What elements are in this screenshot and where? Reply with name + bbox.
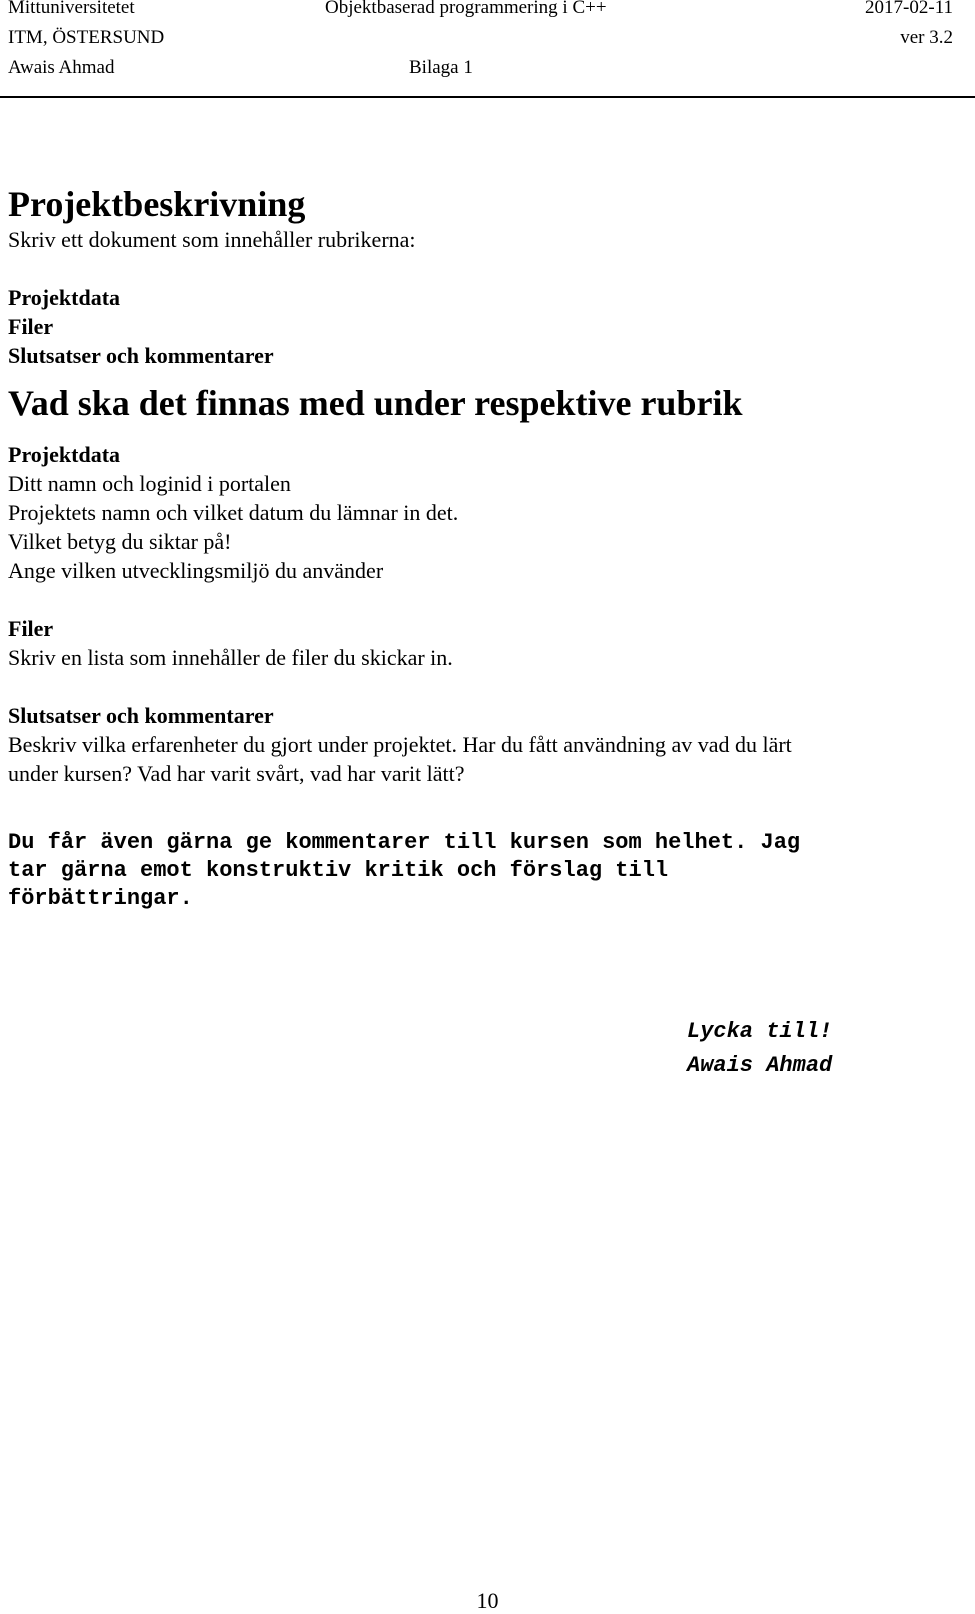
header-version: ver 3.2	[900, 27, 953, 48]
feedback-line: tar gärna emot konstruktiv kritik och förslag till	[8, 858, 669, 883]
header-appendix: Bilaga 1	[409, 57, 473, 78]
spacer	[8, 788, 948, 829]
section1-intro: Skriv ett dokument som innehåller rubrikerna:	[8, 227, 416, 252]
projektdata-heading: Projektdata	[8, 442, 121, 467]
heading-list-item: Slutsatser och kommentarer	[8, 343, 274, 368]
closing-signature: Awais Ahmad	[687, 1053, 833, 1078]
heading-list-item: Filer	[8, 314, 54, 339]
header-department: ITM, ÖSTERSUND	[8, 27, 165, 48]
spacer	[8, 585, 948, 614]
page-header	[0, 0, 975, 98]
projektdata-line: Projektets namn och vilket datum du lämnar in det.	[8, 500, 459, 525]
header-author: Awais Ahmad	[8, 57, 115, 78]
header-course: Objektbaserad programmering i C++	[325, 0, 607, 18]
section2-title: Vad ska det finnas med under respektive rubrik	[8, 383, 743, 423]
slutsatser-text-line: Beskriv vilka erfarenheter du gjort under projektet. Har du fått användning av vad du lärt	[8, 732, 792, 757]
document-body	[8, 183, 948, 913]
header-university: Mittuniversitetet	[8, 0, 135, 18]
slutsatser-text-line: under kursen? Vad har varit svårt, vad har varit lätt?	[8, 761, 465, 786]
heading-list-item: Projektdata	[8, 285, 121, 310]
projektdata-line: Vilket betyg du siktar på!	[8, 529, 232, 554]
header-date: 2017-02-11	[865, 0, 953, 18]
projektdata-line: Ditt namn och loginid i portalen	[8, 471, 291, 496]
slutsatser-heading: Slutsatser och kommentarer	[8, 703, 274, 728]
page-number: 10	[476, 1588, 499, 1613]
spacer	[8, 672, 948, 701]
closing-block	[687, 1015, 832, 1083]
filer-heading: Filer	[8, 616, 54, 641]
filer-text: Skriv en lista som innehåller de filer du skickar in.	[8, 645, 453, 670]
projektdata-line: Ange vilken utvecklingsmiljö du använder	[8, 558, 384, 583]
section1-title: Projektbeskrivning	[8, 184, 306, 224]
spacer	[8, 254, 948, 283]
closing-greeting: Lycka till!	[687, 1019, 833, 1044]
feedback-line: Du får även gärna ge kommentarer till kursen som helhet. Jag	[8, 830, 801, 855]
feedback-line: förbättringar.	[8, 886, 193, 911]
